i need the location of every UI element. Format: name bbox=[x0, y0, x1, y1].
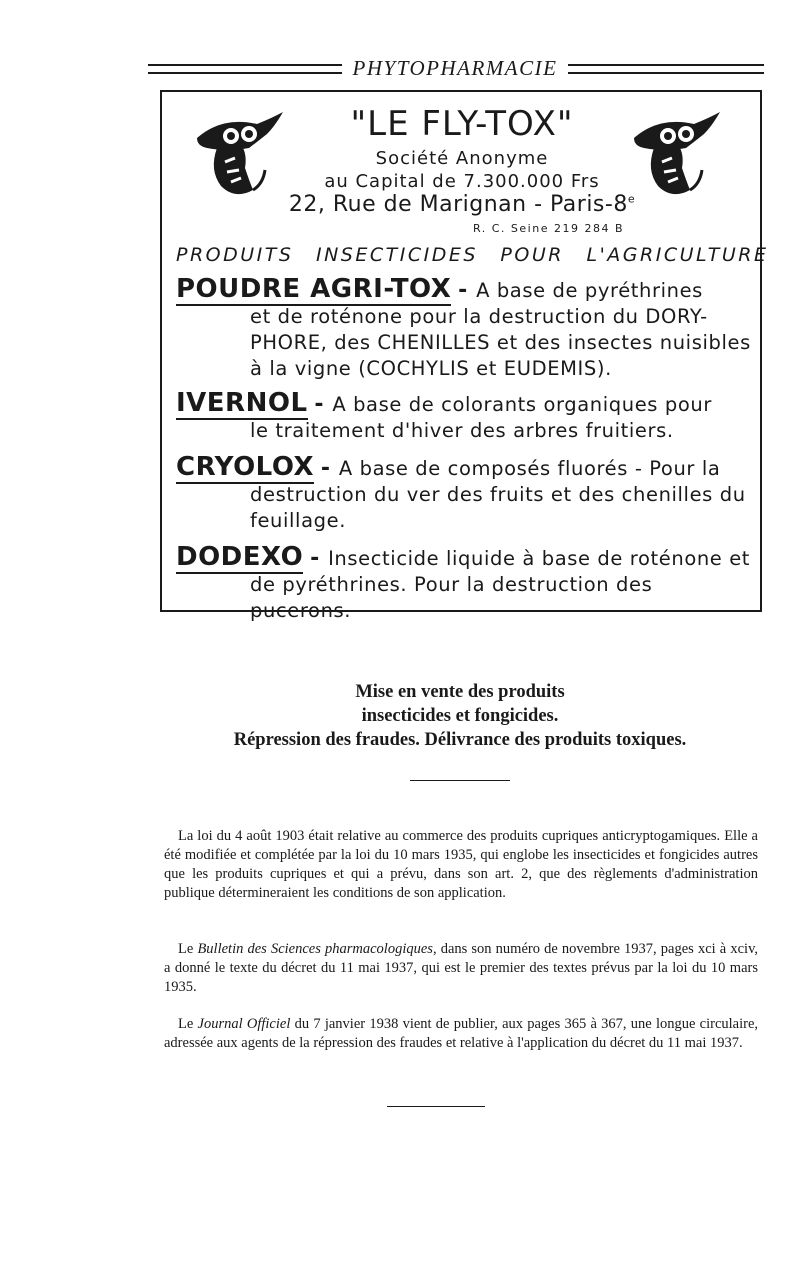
advertisement-box bbox=[160, 90, 769, 622]
publication-title: Journal Officiel bbox=[197, 1016, 291, 1032]
product-dash: - bbox=[320, 456, 339, 481]
company-address bbox=[262, 192, 662, 217]
product-description-cont: de pyréthrines. Pour la destruction des pucerons. bbox=[250, 573, 653, 622]
body-paragraph bbox=[164, 940, 758, 997]
product-name: DODEXO bbox=[176, 542, 304, 572]
address-text: 22, Rue de Marignan - Paris-8 bbox=[288, 192, 628, 217]
product-description: Insecticide liquide à base de roténone et bbox=[328, 547, 751, 570]
product-dash: - bbox=[458, 278, 477, 303]
product-entry bbox=[176, 544, 754, 624]
product-description-cont: le traitement d'hiver des arbres fruitiers. bbox=[250, 419, 674, 442]
body-paragraph bbox=[164, 1015, 758, 1053]
header-rule-left bbox=[148, 64, 342, 74]
section-heading-line: Répression des fraudes. Délivrance des produits toxiques. bbox=[233, 730, 687, 750]
product-dash: - bbox=[314, 392, 333, 417]
text-run: , dans son numéro de novembre 1937, pages xci à xciv, a donné le texte du décret du 11 mai 1937, qui est le premier des textes prévus par la loi du 10 mars 1935. bbox=[164, 941, 759, 995]
product-description-cont: destruction du ver des fruits et des chenilles du feuillage. bbox=[250, 483, 746, 532]
header-rule-right bbox=[568, 64, 764, 74]
running-head: PHYTOPHARMACIE bbox=[352, 56, 558, 80]
product-dash: - bbox=[310, 546, 329, 571]
ad-tagline: PRODUITS INSECTICIDES POUR L'AGRICULTURE bbox=[176, 244, 769, 266]
company-registration: R. C. Seine 219 284 B bbox=[473, 222, 624, 235]
product-name: POUDRE AGRI-TOX bbox=[176, 274, 452, 304]
product-description: A base de pyréthrines bbox=[476, 279, 703, 302]
product-name: CRYOLOX bbox=[176, 452, 315, 482]
text-run: Le bbox=[178, 941, 198, 957]
publication-title: Bulletin des Sciences pharmacologiques bbox=[197, 941, 433, 957]
section-heading-line: insecticides et fongicides. bbox=[361, 706, 559, 726]
product-entry bbox=[176, 276, 754, 382]
text-run: du 7 janvier 1938 vient de publier, aux pages 365 à 367, une longue circulaire, adressée aux agents de la répression des fraudes et relative à l'application du décret du 11 mai 1937. bbox=[164, 1016, 759, 1051]
address-superscript: e bbox=[627, 192, 636, 206]
ad-title: "LE FLY-TOX" bbox=[350, 104, 574, 144]
product-name: IVERNOL bbox=[176, 388, 308, 418]
company-capital: au Capital de 7.300.000 Frs bbox=[324, 171, 600, 192]
product-description: A base de colorants organiques pour bbox=[332, 393, 712, 416]
section-heading-line: Mise en vente des produits bbox=[355, 682, 565, 702]
text-run: Le bbox=[178, 1016, 198, 1032]
product-description: A base de composés fluorés - Pour la bbox=[338, 457, 721, 480]
product-entry bbox=[176, 390, 754, 444]
product-description-cont: et de roténone pour la destruction du DORY-PHORE, des CHENILLES et des insectes nuisibles à la vigne (COCHYLIS et EUDEMIS). bbox=[250, 305, 751, 380]
body-paragraph: La loi du 4 août 1903 était relative au commerce des produits cupriques anticryptogamiques. Elle a été modifiée et complétée par la loi du 10 mars 1935, qui englobe les insecticides et fongicides autres que les produits cupriques et qui a prévu, dans son art. 2, que des règlements d'administration publique détermineraient les conditions de son application. bbox=[164, 828, 758, 901]
company-form: Société Anonyme bbox=[375, 148, 549, 169]
product-entry bbox=[176, 454, 754, 534]
end-separator bbox=[387, 1106, 485, 1107]
section-separator bbox=[410, 780, 510, 781]
